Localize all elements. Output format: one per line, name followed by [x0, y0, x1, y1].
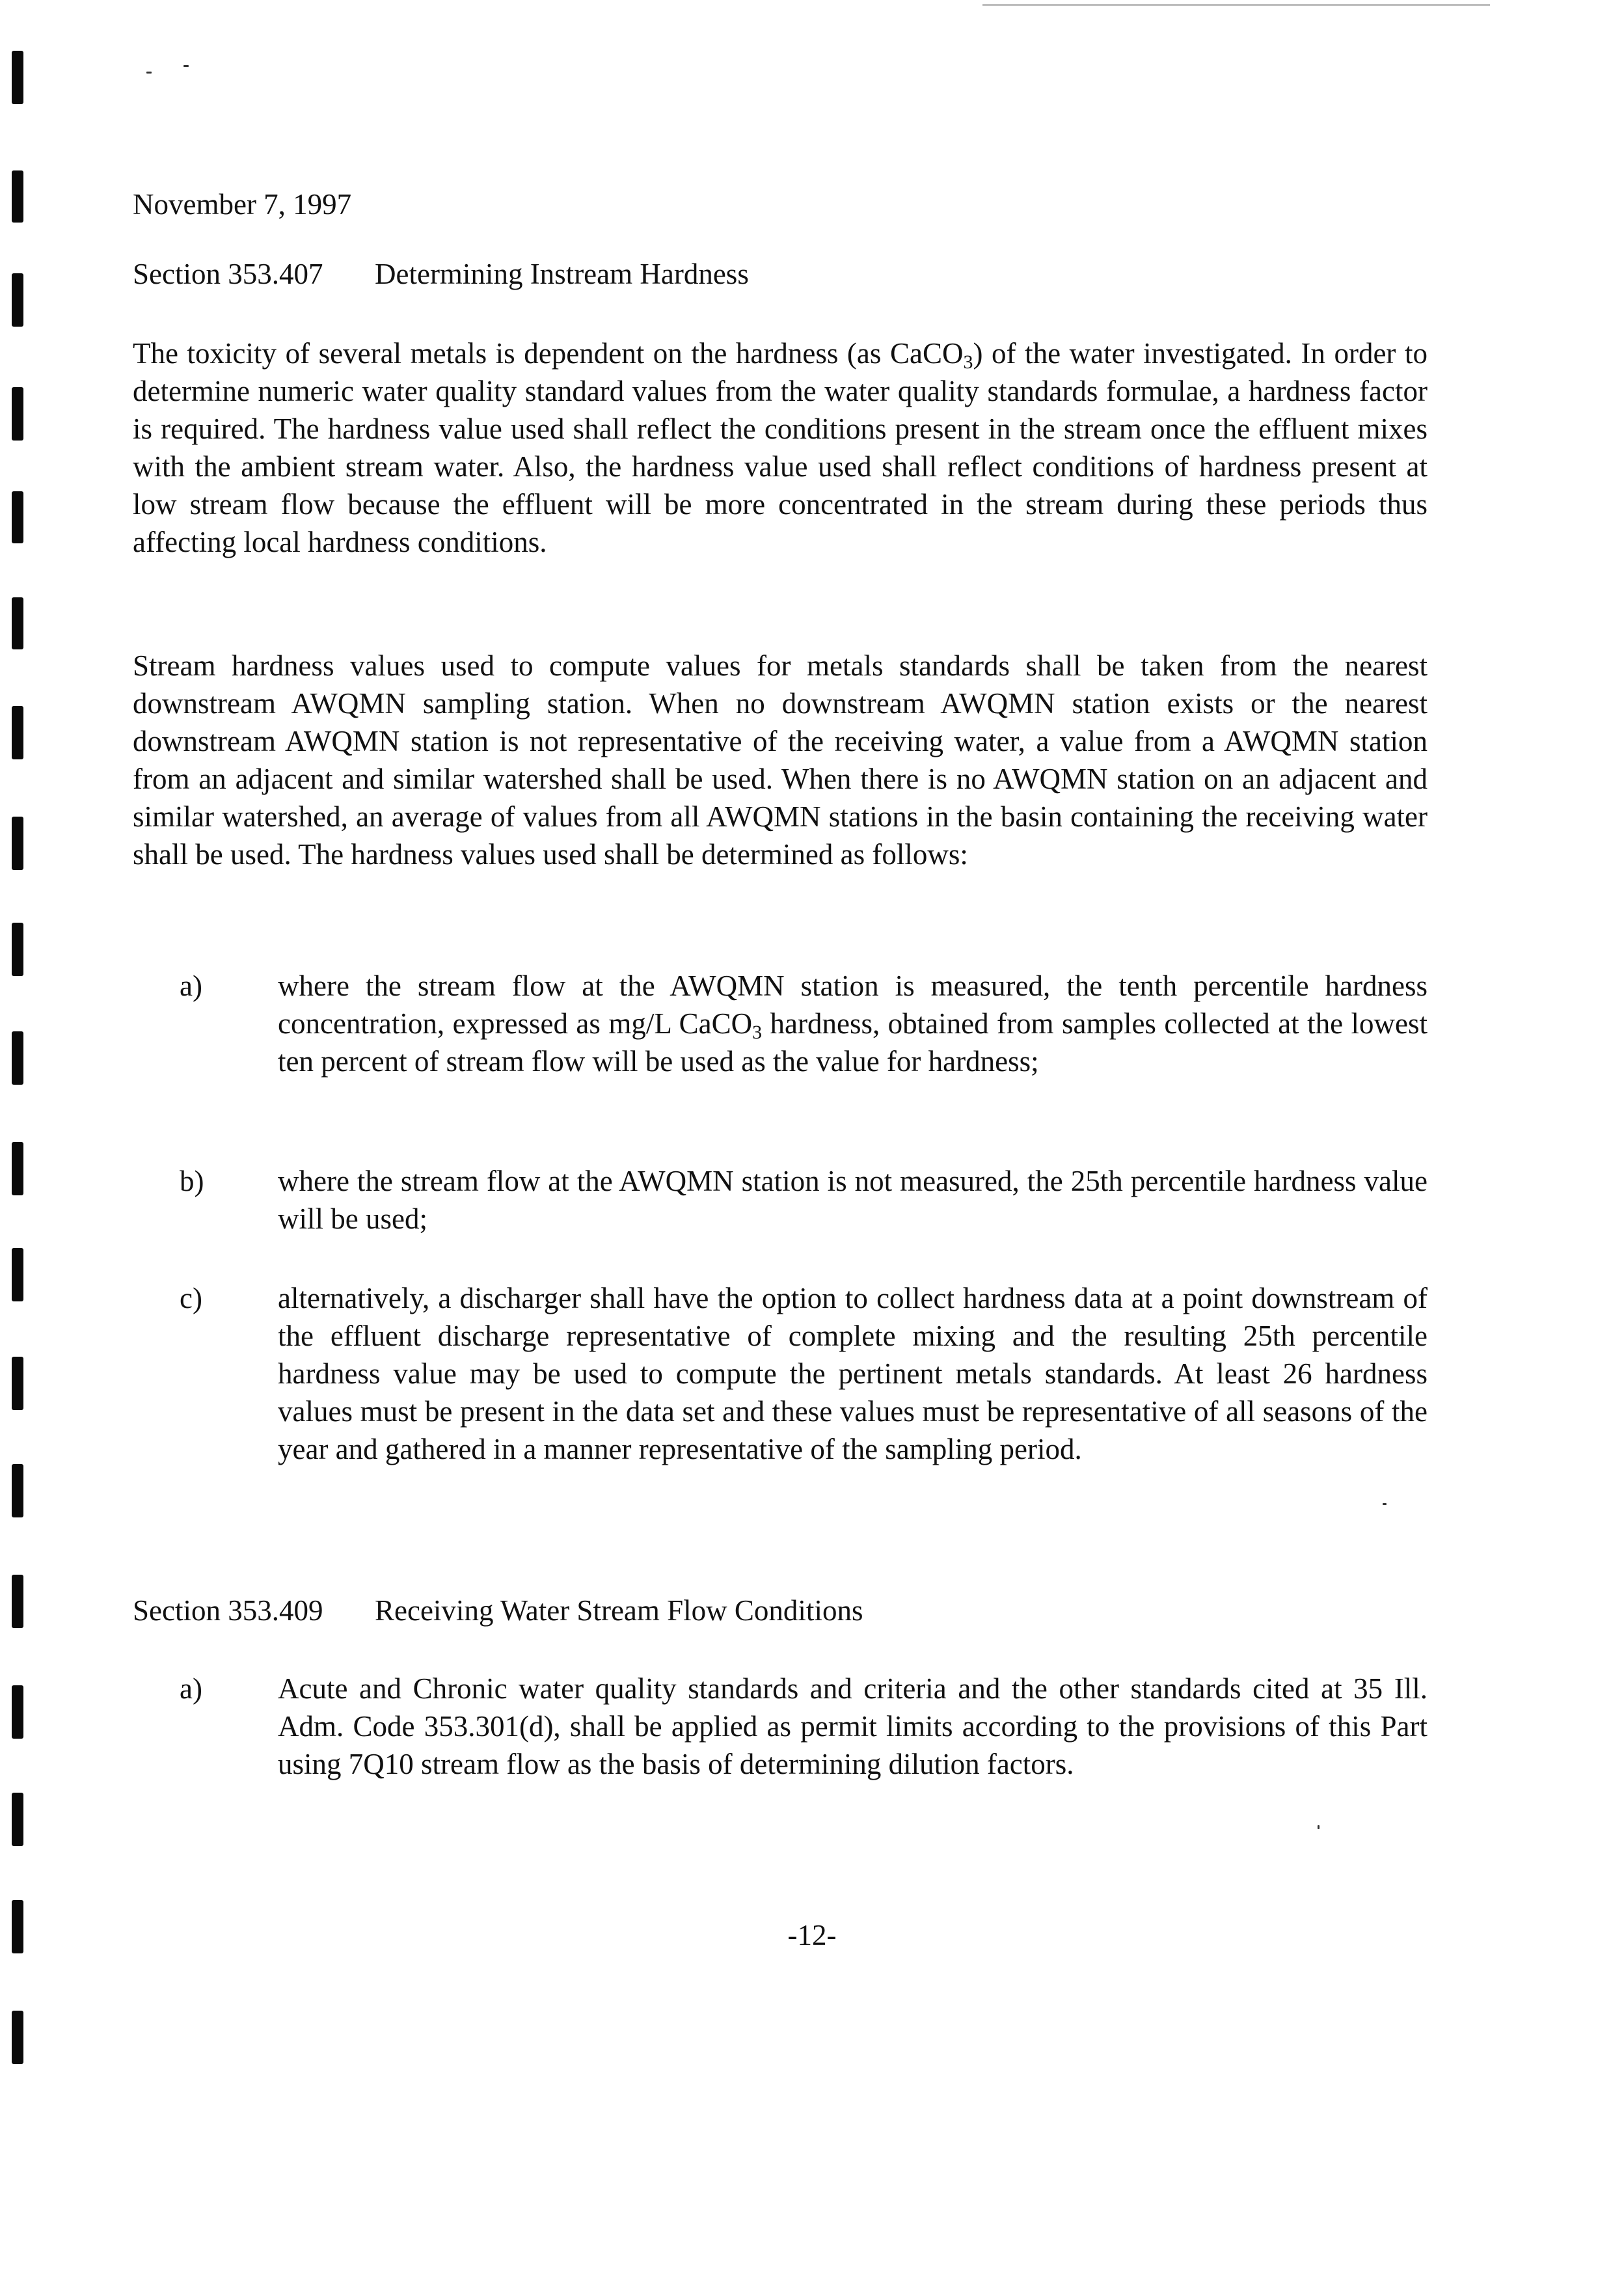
scan-speck [1383, 1503, 1387, 1505]
section-409-title: Receiving Water Stream Flow Conditions [375, 1594, 863, 1627]
paragraph-1-text-end: ) of the water investigated. In order to determine numeric water quality standard values from the water quality standards formulae, a hardness factor is required. The hardness value used shall reflect the conditions present in the stream once the effluent mixes with the ambient stream water. Also, the hardness value used shall reflect conditions of hardness present at low stream flow because the effluent will be more concentrated in the stream during these periods thus affecting local hardness conditions. [133, 337, 1428, 558]
list-marker: c) [180, 1282, 202, 1314]
margin-mark [12, 170, 23, 223]
section-407-heading [133, 255, 749, 293]
scan-speck [183, 65, 189, 67]
list-item-text: Acute and Chronic water quality standards and criteria and the other standards cited at 35 Ill. Adm. Code 353.301(d), shall be applied as permit limits according to the provisions of this Part using 7Q10 stream flow as the basis of determining dilution factors. [278, 1672, 1428, 1780]
margin-mark [12, 1464, 23, 1517]
margin-mark [12, 923, 23, 976]
margin-mark [12, 51, 23, 104]
margin-mark [12, 1793, 23, 1846]
list-item-text: alternatively, a discharger shall have the option to collect hardness data at a point downstream of the effluent discharge representative of complete mixing and the resulting 25th percentile hardness value may be used to compute the pertinent metals standards. At least 26 hardness values must be present in the data set and these values must be representative of all seasons of the year and gathered in a manner representative of the sampling period. [278, 1282, 1428, 1465]
list-marker: b) [180, 1165, 204, 1197]
margin-mark [12, 1685, 23, 1739]
scan-speck [1318, 1825, 1320, 1829]
section-409-number: Section 353.409 [133, 1594, 323, 1627]
paragraph-1-text-start: The toxicity of several metals is dependent on the hardness (as CaCO [133, 337, 964, 370]
margin-mark [12, 387, 23, 441]
margin-mark [12, 273, 23, 327]
list-item-text: where the stream flow at the AWQMN station is not measured, the 25th percentile hardness value will be used; [278, 1165, 1428, 1235]
list-marker: a) [180, 1672, 202, 1705]
list-item-text-start: where the stream flow at the AWQMN station is measured, the tenth percentile hardness concentration, expressed as mg/L CaCO [278, 970, 1428, 1040]
list-item-text [278, 967, 1428, 1080]
page-number: -12- [787, 1919, 837, 1951]
section-407-number: Section 353.407 [133, 258, 323, 290]
margin-mark [12, 817, 23, 870]
section-407-paragraph-1 [133, 334, 1428, 561]
margin-mark [12, 1357, 23, 1410]
margin-mark [12, 1031, 23, 1085]
list-item-text-end: hardness, obtained from samples collected at the lowest ten percent of stream flow will be used as the value for hardness; [278, 1007, 1428, 1078]
margin-mark [12, 491, 23, 543]
margin-mark [12, 1575, 23, 1628]
paragraph-1-subscript: 3 [963, 351, 973, 373]
margin-mark [12, 1248, 23, 1301]
section-407-paragraph-2: Stream hardness values used to compute values for metals standards shall be taken from the nearest downstream AWQMN sampling station. When no downstream AWQMN station exists or the nearest downstream AWQMN station is not representative of the receiving water, a value from a AWQMN station from an adjacent and similar watershed shall be used. When there is no AWQMN station on an adjacent and similar watershed, an average of values from all AWQMN stations in the basin containing the receiving water shall be used. The hardness values used shall be determined as follows: [133, 649, 1428, 871]
section-409-heading [133, 1592, 863, 1629]
document-date: November 7, 1997 [133, 188, 352, 221]
margin-mark [12, 2011, 23, 2064]
section-407-title: Determining Instream Hardness [375, 258, 749, 290]
list-marker: a) [180, 970, 202, 1002]
scan-speck [146, 72, 152, 74]
list-item-subscript: 3 [752, 1022, 763, 1043]
margin-mark [12, 597, 23, 649]
margin-mark [12, 706, 23, 759]
margin-mark [12, 1142, 23, 1195]
scan-top-rule [982, 4, 1490, 6]
